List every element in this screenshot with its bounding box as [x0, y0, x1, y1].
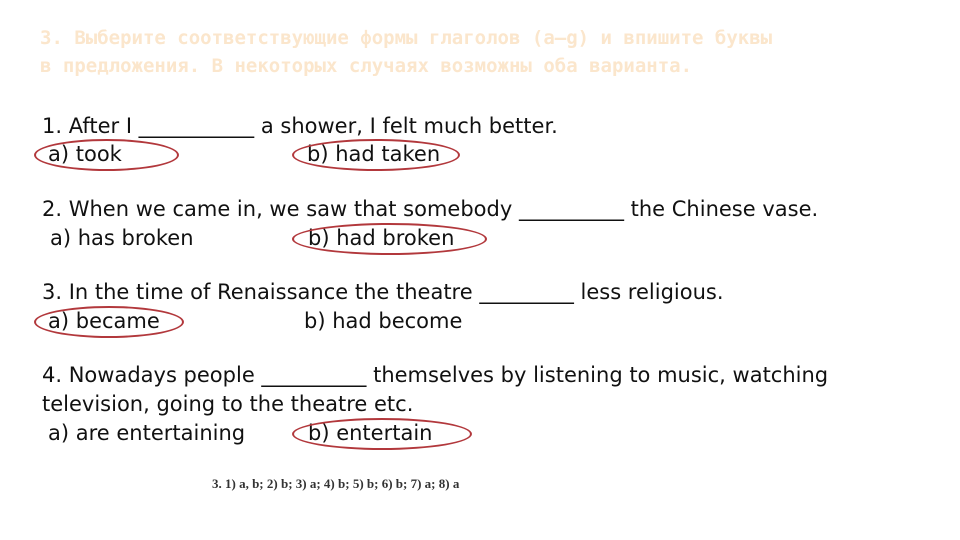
question-2: 2. When we came in, we saw that somebody __________ the Chinese vase. [42, 197, 819, 221]
question-2-option-a: a) has broken [50, 226, 194, 250]
question-4-option-a: a) are entertaining [48, 421, 246, 445]
question-4-option-b: b) entertain [308, 421, 433, 445]
question-2-option-b: b) had broken [308, 226, 455, 250]
question-4-line1: 4. Nowadays people __________ themselves by listening to music, watching [42, 363, 829, 387]
question-3-option-a: a) became [48, 309, 160, 333]
question-1-option-b-circle [292, 139, 460, 171]
task-instructions-line2: в предложения. В некоторых случаях возможны оба варианта. [40, 55, 693, 77]
question-3-option-b: b) had become [304, 309, 463, 333]
question-3: 3. In the time of Renaissance the theatre _________ less religious. [42, 280, 724, 304]
question-2-option-b-circle [292, 223, 487, 255]
task-instructions-line1: 3. Выберите соответствующие формы глаголов (a–g) и впишите буквы [40, 27, 773, 49]
answer-key: 3. 1) a, b; 2) b; 3) a; 4) b; 5) b; 6) b; 7) a; 8) a [212, 476, 460, 491]
question-1-option-a: a) took [48, 142, 122, 166]
task-instructions [40, 24, 930, 80]
question-1: 1. After I ___________ a shower, I felt much better. [42, 114, 558, 138]
question-4-line2: television, going to the theatre etc. [42, 392, 414, 416]
question-3-option-a-circle [34, 306, 184, 338]
question-1-option-a-circle [34, 139, 179, 171]
question-4-option-b-circle [292, 418, 472, 450]
question-1-option-b: b) had taken [307, 142, 441, 166]
